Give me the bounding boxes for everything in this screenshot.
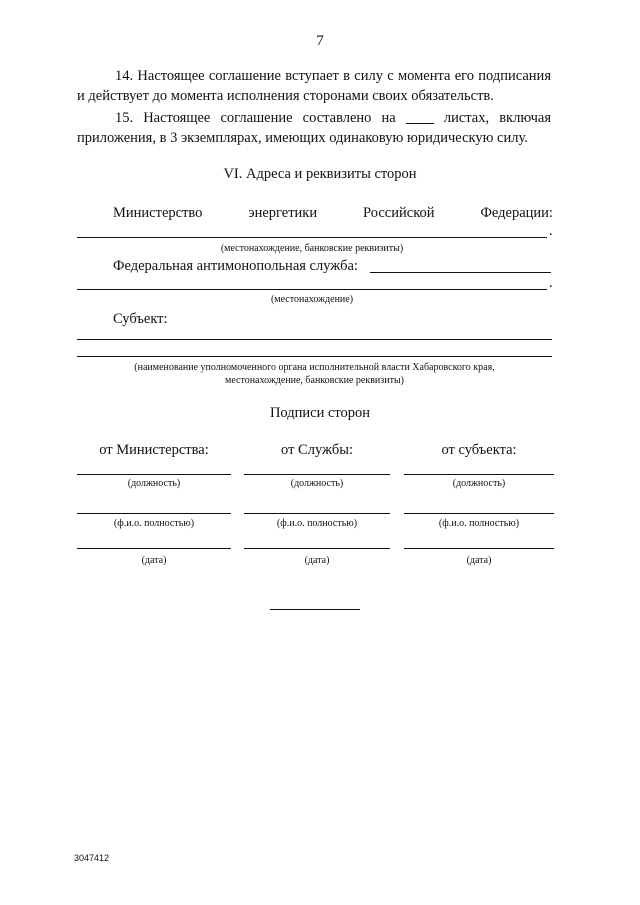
- signature-date-line: [77, 548, 231, 549]
- service-label: Федеральная антимонопольная служба:: [113, 258, 358, 274]
- subject-label: Субъект:: [113, 311, 168, 327]
- signature-date-caption: (дата): [304, 555, 330, 566]
- service-period: .: [549, 275, 553, 291]
- signature-position-caption: (должность): [452, 478, 506, 489]
- signature-date-caption: (дата): [466, 555, 492, 566]
- ministry-caption: (местонахождение, банковские реквизиты): [220, 243, 404, 254]
- signature-date-line: [404, 548, 554, 549]
- ministry-word: Федерации:: [480, 205, 553, 221]
- sheet-count-blank: [406, 109, 434, 124]
- subject-line-1: [77, 339, 552, 340]
- subject-caption: [77, 361, 552, 387]
- signature-position-line: [404, 474, 554, 475]
- subject-caption-line: местонахождение, банковские реквизиты): [225, 375, 404, 386]
- clause-15-part2: листах, включая приложения, в 3 экземплярах, имеющих одинаковую юридическую силу.: [77, 110, 551, 146]
- clause-15-part1: 15. Настоящее соглашение составлено на: [115, 110, 396, 126]
- clause-15: [77, 108, 551, 148]
- service-caption: (местонахождение): [270, 294, 354, 305]
- signature-date-caption: (дата): [141, 555, 167, 566]
- signature-date-line: [244, 548, 390, 549]
- document-id: 3047412: [74, 853, 110, 863]
- signature-position-line: [77, 474, 231, 475]
- signature-name-caption: (ф.и.о. полностью): [438, 518, 520, 529]
- signature-column-title: от Службы:: [281, 442, 353, 458]
- section-heading: VI. Адреса и реквизиты сторон: [223, 166, 417, 182]
- signatures-heading: Подписи сторон: [269, 405, 371, 421]
- page-number: 7: [316, 33, 324, 49]
- signature-column-title: от субъекта:: [441, 442, 517, 458]
- signature-name-caption: (ф.и.о. полностью): [113, 518, 195, 529]
- subject-caption-line: (наименование уполномоченного органа исполнительной власти Хабаровского края,: [134, 362, 495, 373]
- ministry-word: Министерство: [113, 205, 203, 221]
- signature-position-caption: (должность): [127, 478, 181, 489]
- ministry-period: .: [549, 223, 553, 239]
- signature-name-line: [404, 513, 554, 514]
- signature-name-line: [77, 513, 231, 514]
- clause-14: 14. Настоящее соглашение вступает в силу с момента его подписания и действует до момента исполнения сторонами своих обязательств.: [77, 68, 551, 104]
- signature-position-line: [244, 474, 390, 475]
- closing-divider: [270, 609, 360, 610]
- signature-name-line: [244, 513, 390, 514]
- signature-column-title: от Министерства:: [99, 442, 209, 458]
- subject-line-2: [77, 356, 552, 357]
- ministry-label: [113, 205, 553, 222]
- service-name-line: [370, 272, 551, 273]
- ministry-address-line: [77, 237, 547, 238]
- ministry-word: Российской: [363, 205, 435, 221]
- ministry-word: энергетики: [248, 205, 318, 221]
- service-address-line: [77, 289, 547, 290]
- signature-name-caption: (ф.и.о. полностью): [276, 518, 358, 529]
- signature-position-caption: (должность): [290, 478, 344, 489]
